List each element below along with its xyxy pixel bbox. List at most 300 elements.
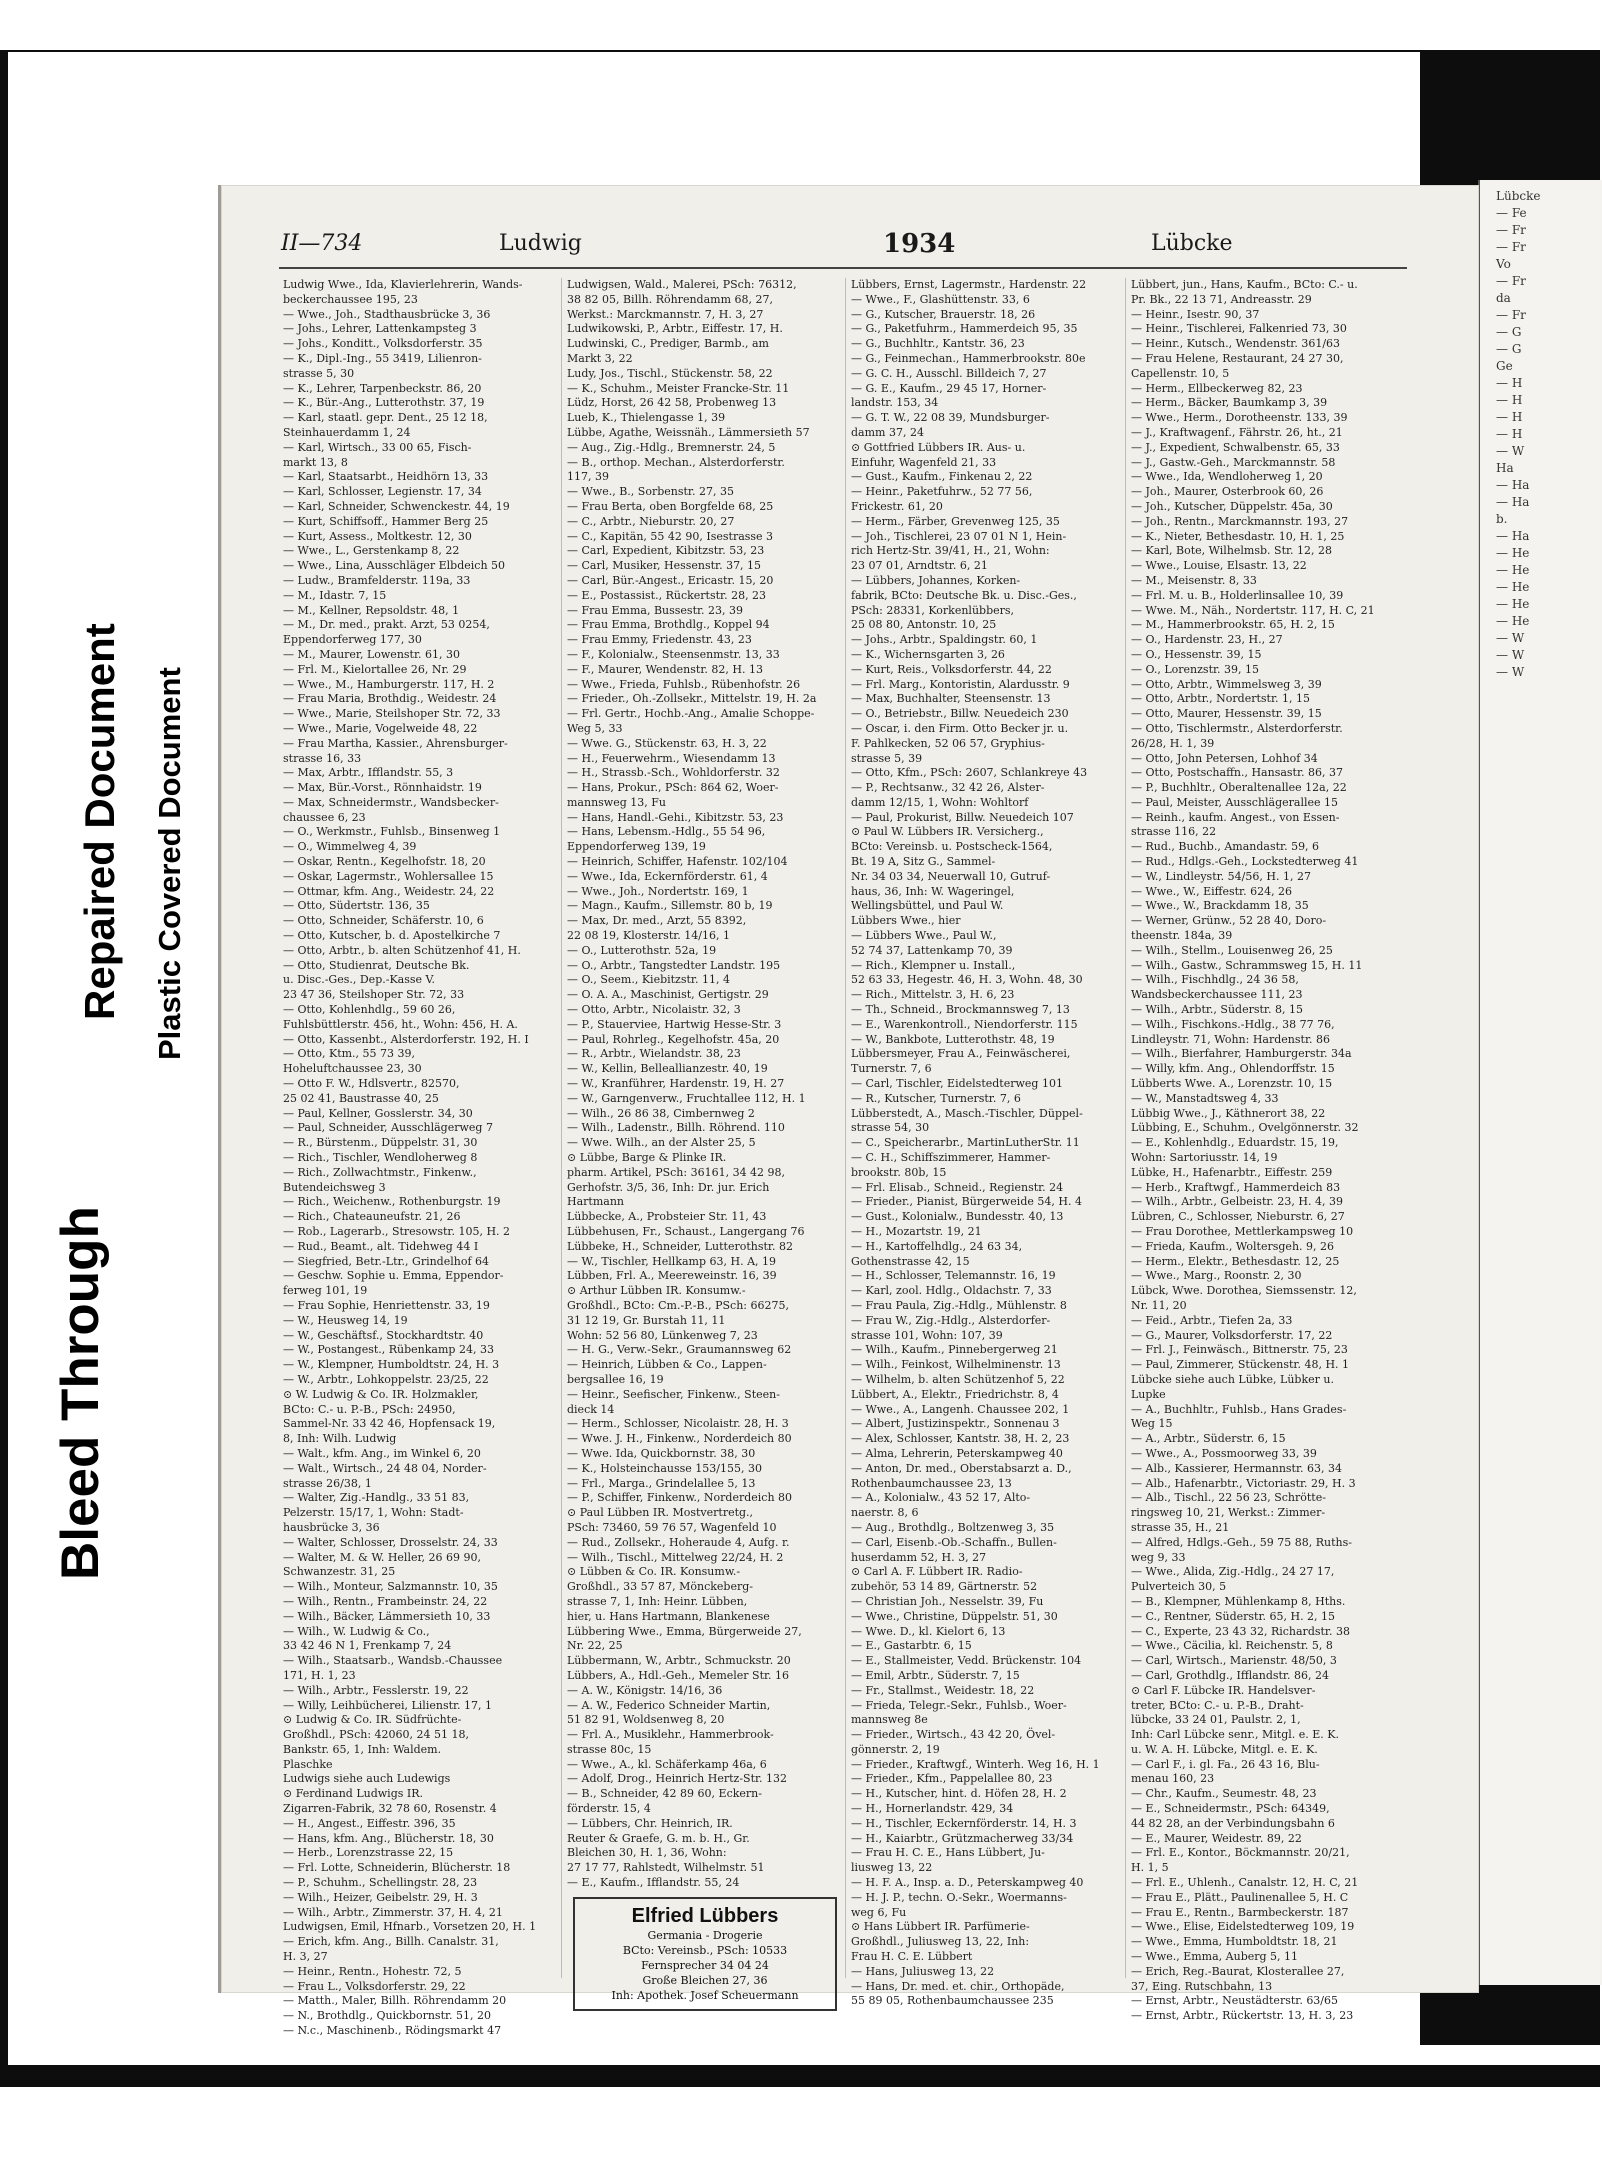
facing-page-line: da bbox=[1496, 291, 1511, 305]
directory-entry: — N., Brothdlg., Quickbornstr. 51, 20 bbox=[283, 2009, 492, 2023]
directory-entry: — Aug., Brothdlg., Boltzenweg 3, 35 bbox=[851, 1520, 1055, 1534]
directory-entry: — K., Lehrer, Tarpenbeckstr. 86, 20 bbox=[283, 381, 482, 395]
directory-entry: — Frl. M. u. B., Holderlinsallee 10, 39 bbox=[1131, 588, 1344, 602]
directory-entry: — Herm., Bäcker, Baumkamp 3, 39 bbox=[1131, 396, 1328, 410]
directory-entry: — Alb., Kassierer, Hermannstr. 63, 34 bbox=[1131, 1461, 1343, 1475]
directory-entry: — Wilh., Bäcker, Lämmersieth 10, 33 bbox=[283, 1609, 491, 1623]
directory-entry: pharm. Artikel, PSch: 36161, 34 42 98, bbox=[567, 1165, 786, 1179]
directory-entry: — M., Idastr. 7, 15 bbox=[283, 588, 387, 602]
directory-entry: — Frau Helene, Restaurant, 24 27 30, bbox=[1131, 351, 1344, 365]
directory-entry: strasse 101, Wohn: 107, 39 bbox=[851, 1328, 1003, 1342]
directory-entry: — Carl, Tischler, Eidelstedterweg 101 bbox=[851, 1077, 1063, 1091]
directory-entry: — Wwe., W., Brackdamm 18, 35 bbox=[1131, 899, 1309, 913]
directory-entry: — Kurt, Schiffsoff., Hammer Berg 25 bbox=[283, 514, 489, 528]
directory-entry: — Rud., Buchb., Amandastr. 59, 6 bbox=[1131, 840, 1320, 854]
directory-entry: — Wilh., Stellm., Louisenweg 26, 25 bbox=[1131, 943, 1333, 957]
directory-entry: — C., Speicherarbr., MartinLutherStr. 11 bbox=[851, 1136, 1080, 1150]
directory-entry: — Gust., Kolonialw., Bundesstr. 40, 13 bbox=[851, 1210, 1064, 1224]
directory-entry: — K., Schuhm., Meister Francke-Str. 11 bbox=[567, 381, 790, 395]
directory-entry: — Otto, Kfm., PSch: 2607, Schlankreye 43 bbox=[851, 766, 1088, 780]
directory-entry: — Frau Berta, oben Borgfelde 68, 25 bbox=[567, 499, 774, 513]
directory-entry: — F., Maurer, Wendenstr. 82, H. 13 bbox=[567, 662, 763, 676]
directory-entry: Lübbers Wwe., hier bbox=[851, 914, 961, 928]
directory-entry: Rothenbaumchaussee 23, 13 bbox=[851, 1476, 1012, 1490]
directory-entry: — Wwe., Alida, Zig.-Hdlg., 24 27 17, bbox=[1131, 1565, 1335, 1579]
directory-entry: — Walter, Schlosser, Drosselstr. 24, 33 bbox=[283, 1535, 498, 1549]
directory-entry: — Wilh., Staatsarb., Wandsb.-Chaussee bbox=[283, 1654, 503, 1668]
directory-entry: — Herm., Schlosser, Nicolaistr. 28, H. 3 bbox=[567, 1417, 789, 1431]
directory-entry: — Joh., Kutscher, Düppelstr. 45a, 30 bbox=[1131, 499, 1333, 513]
directory-entry: — G. C. H., Ausschl. Billdeich 7, 27 bbox=[851, 366, 1047, 380]
directory-entry: Nr. 11, 20 bbox=[1131, 1298, 1187, 1312]
directory-entry: Ludwigsen, Wald., Malerei, PSch: 76312, bbox=[567, 278, 797, 291]
facing-page-line: — He bbox=[1496, 614, 1530, 628]
directory-entry: — Otto, Tischlermstr., Alsterdorferstr. bbox=[1131, 721, 1343, 735]
directory-entry: — M., Dr. med., prakt. Arzt, 53 0254, bbox=[283, 618, 490, 632]
directory-entry: förderstr. 15, 4 bbox=[567, 1802, 651, 1816]
directory-entry: — A. W., Königstr. 14/16, 36 bbox=[567, 1683, 723, 1697]
directory-entry: — Hans, Juliusweg 13, 22 bbox=[851, 1964, 995, 1978]
directory-entry: 117, 39 bbox=[567, 470, 609, 484]
directory-entry: Steinhauerdamm 1, 24 bbox=[283, 425, 411, 439]
directory-entry: — Wwe., Joh., Nordertstr. 169, 1 bbox=[567, 884, 749, 898]
directory-entry: — C., Kapitän, 55 42 90, Isestrasse 3 bbox=[567, 529, 774, 543]
directory-entry: — Frau Emmy, Friedenstr. 43, 23 bbox=[567, 633, 752, 647]
directory-entry: Pulverteich 30, 5 bbox=[1131, 1580, 1227, 1594]
directory-entry: Großhdl., BCto: Cm.-P.-B., PSch: 66275, bbox=[567, 1298, 789, 1312]
directory-entry: — Lübbers, Chr. Heinrich, IR. bbox=[567, 1816, 733, 1830]
label-bleed-through: Bleed Through bbox=[51, 1206, 110, 1580]
directory-entry: ⊙ Lübben & Co. IR. Konsumw.- bbox=[567, 1565, 741, 1579]
directory-entry: — H., Kutscher, hint. d. Höfen 28, H. 2 bbox=[851, 1787, 1067, 1801]
directory-entry: — C. H., Schiffszimmerer, Hammer- bbox=[851, 1151, 1051, 1165]
directory-entry: — G., Buchhltr., Kantstr. 36, 23 bbox=[851, 337, 1025, 351]
directory-entry: — Wwe., Cäcilia, kl. Reichenstr. 5, 8 bbox=[1131, 1639, 1333, 1653]
directory-entry: Lübbermann, W., Arbtr., Schmuckstr. 20 bbox=[567, 1654, 791, 1668]
directory-entry: Lübbehusen, Fr., Schaust., Langergang 76 bbox=[567, 1225, 805, 1238]
directory-entry: — Wwe. Wilh., an der Alster 25, 5 bbox=[567, 1136, 756, 1150]
directory-entry: — Rich., Klempner u. Install., bbox=[851, 958, 1016, 972]
facing-page-line: — Ha bbox=[1496, 495, 1530, 509]
directory-entry: — Otto, Kutscher, b. d. Apostelkirche 7 bbox=[283, 929, 501, 943]
directory-entry: — Wwe., Joh., Stadthausbrücke 3, 36 bbox=[283, 307, 491, 321]
directory-entry: u. W. A. H. Lübcke, Mitgl. e. E. K. bbox=[1131, 1742, 1318, 1756]
directory-entry: Eppendorferweg 177, 30 bbox=[283, 633, 422, 647]
directory-entry: lübcke, 33 24 01, Paulstr. 2, 1, bbox=[1131, 1713, 1301, 1727]
directory-entry: — Erich, kfm. Ang., Billh. Canalstr. 31, bbox=[283, 1935, 499, 1949]
directory-entry: 171, H. 1, 23 bbox=[283, 1668, 356, 1682]
directory-entry: — Oscar, i. den Firm. Otto Becker jr. u. bbox=[851, 721, 1069, 735]
directory-entry: treter, BCto: C.- u. P.-B., Draht- bbox=[1131, 1698, 1304, 1712]
directory-entry: — Heinr., Seefischer, Finkenw., Steen- bbox=[567, 1387, 780, 1401]
directory-entry: ringsweg 10, 21, Werkst.: Zimmer- bbox=[1131, 1506, 1326, 1520]
directory-entry: — W., Tischler, Hellkamp 63, H. A, 19 bbox=[567, 1254, 777, 1268]
directory-entry: — Frau H. C. E., Hans Lübbert, Ju- bbox=[851, 1846, 1045, 1860]
directory-entry: — Carl, Bür.-Angest., Ericastr. 15, 20 bbox=[567, 573, 774, 587]
facing-page-line: — Fr bbox=[1496, 240, 1526, 254]
directory-entry: Plaschke bbox=[283, 1757, 333, 1771]
directory-entry: — Otto, Schneider, Schäferstr. 10, 6 bbox=[283, 914, 484, 928]
directory-entry: — Wilhelm, b. alten Schützenhof 5, 22 bbox=[851, 1372, 1065, 1386]
directory-entry: — Wwe., L., Gerstenkamp 8, 22 bbox=[283, 544, 460, 558]
directory-entry: menau 160, 23 bbox=[1131, 1772, 1215, 1786]
directory-entry: Lindleystr. 71, Wohn: Hardenstr. 86 bbox=[1131, 1032, 1330, 1046]
directory-entry: — Gust., Kaufm., Finkenau 2, 22 bbox=[851, 470, 1033, 484]
directory-entry: Lübbing, E., Schuhm., Ovelgönnerstr. 32 bbox=[1131, 1121, 1359, 1135]
directory-entry: — Wwe., Ida, Wendloherweg 1, 20 bbox=[1131, 470, 1323, 484]
directory-entry: — A., Arbtr., Süderstr. 6, 15 bbox=[1131, 1432, 1286, 1446]
directory-entry: — H. J. P., techn. O.-Sekr., Woermanns- bbox=[851, 1890, 1067, 1904]
directory-entry: — Frau Emma, Bussestr. 23, 39 bbox=[567, 603, 744, 617]
directory-entry: Pelzerstr. 15/17, 1, Wohn: Stadt- bbox=[283, 1506, 464, 1520]
directory-entry: Schwanzestr. 31, 25 bbox=[283, 1565, 396, 1579]
directory-entry: strasse 16, 33 bbox=[283, 751, 362, 765]
directory-entry: — Otto, Studienrat, Deutsche Bk. bbox=[283, 958, 470, 972]
directory-entry: — Oskar, Rentn., Kegelhofstr. 18, 20 bbox=[283, 855, 486, 869]
directory-entry: — Herb., Lorenzstrasse 22, 15 bbox=[283, 1846, 454, 1860]
directory-entry: — Magn., Kaufm., Sillemstr. 80 b, 19 bbox=[567, 899, 773, 913]
column-4 bbox=[1129, 278, 1409, 2023]
directory-entry: Lübbert, A., Elektr., Friedrichstr. 8, 4 bbox=[851, 1387, 1059, 1401]
directory-entry: Wandsbeckerchaussee 111, 23 bbox=[1131, 988, 1303, 1002]
directory-entry: — Ludw., Bramfelderstr. 119a, 33 bbox=[283, 573, 471, 587]
directory-entry: — Wilh., Kaufm., Pinnebergerweg 21 bbox=[851, 1343, 1058, 1357]
directory-entry: — Frieda, Kaufm., Woltersgeh. 9, 26 bbox=[1131, 1239, 1335, 1253]
directory-entry: mannsweg 8e bbox=[851, 1713, 928, 1727]
directory-entry: — K., Wichernsgarten 3, 26 bbox=[851, 647, 1005, 661]
directory-entry: — Wilh., Monteur, Salzmannstr. 10, 35 bbox=[283, 1580, 498, 1594]
directory-entry: — Wilh., Ladenstr., Billh. Röhrend. 110 bbox=[567, 1121, 785, 1135]
directory-entry: Bt. 19 A, Sitz G., Sammel- bbox=[851, 855, 996, 869]
directory-entry: — Karl, staatl. gepr. Dent., 25 12 18, bbox=[283, 411, 488, 425]
directory-entry: — Wwe., Herm., Dorotheenstr. 133, 39 bbox=[1131, 411, 1348, 425]
directory-entry: — W., Kranführer, Hardenstr. 19, H. 27 bbox=[567, 1077, 785, 1091]
directory-entry: — Paul, Meister, Ausschlägerallee 15 bbox=[1131, 795, 1339, 809]
directory-entry: damm 12/15, 1, Wohn: Wohltorf bbox=[851, 795, 1029, 809]
directory-entry: Lupke bbox=[1131, 1387, 1166, 1401]
directory-entry: — W., Lindleystr. 54/56, H. 1, 27 bbox=[1131, 869, 1311, 883]
directory-entry: — Frau E., Plätt., Paulinenallee 5, H. C bbox=[1131, 1890, 1349, 1904]
directory-entry: — G., Kutscher, Brauerstr. 18, 26 bbox=[851, 307, 1036, 321]
directory-entry: — Anton, Dr. med., Oberstabsarzt a. D., bbox=[851, 1461, 1072, 1475]
facing-page-line: — H bbox=[1496, 393, 1523, 407]
directory-entry: — W., Arbtr., Lohkoppelstr. 23/25, 22 bbox=[283, 1372, 489, 1386]
directory-entry: — M., Maurer, Lowenstr. 61, 30 bbox=[283, 647, 460, 661]
directory-entry: — Wwe., M., Hamburgerstr. 117, H. 2 bbox=[283, 677, 495, 691]
directory-entry: Wohn: 52 56 80, Lünkenweg 7, 23 bbox=[567, 1328, 758, 1342]
directory-entry: BCto: Vereinsb. u. Postscheck-1564, bbox=[851, 840, 1053, 854]
directory-entry: — Reinh., kaufm. Angest., von Essen- bbox=[1131, 810, 1340, 824]
directory-entry: Lübbert, jun., Hans, Kaufm., BCto: C.- u. bbox=[1131, 278, 1358, 291]
directory-entry: ⊙ Hans Lübbert IR. Parfümerie- bbox=[851, 1920, 1030, 1934]
facing-page-line: — He bbox=[1496, 580, 1530, 594]
directory-entry: — Herm., Färber, Grevenweg 125, 35 bbox=[851, 514, 1060, 528]
directory-entry: — Wwe., F., Glashüttenstr. 33, 6 bbox=[851, 292, 1030, 306]
directory-entry: — M., Meisenstr. 8, 33 bbox=[1131, 573, 1257, 587]
facing-page-line: — Ha bbox=[1496, 529, 1530, 543]
directory-entry: — Hans, Dr. med. et. chir., Orthopäde, bbox=[851, 1979, 1065, 1993]
facing-page-line: b. bbox=[1496, 512, 1508, 526]
directory-entry: ferweg 101, 19 bbox=[283, 1284, 368, 1298]
directory-entry: — O., Seem., Kiebitzstr. 11, 4 bbox=[567, 973, 730, 987]
directory-entry: — Carl, Musiker, Hessenstr. 37, 15 bbox=[567, 559, 762, 573]
directory-entry: — Otto, Kassenbt., Alsterdorferstr. 192, H. I bbox=[283, 1032, 529, 1046]
facing-page-line: Lübcke bbox=[1496, 189, 1541, 203]
directory-entry: 23 07 01, Arndtstr. 6, 21 bbox=[851, 559, 988, 573]
directory-entry: — Willy, kfm. Ang., Ohlendorffstr. 15 bbox=[1131, 1062, 1335, 1076]
directory-entry: — Wwe. M., Näh., Nordertstr. 117, H. C, 21 bbox=[1131, 603, 1375, 617]
directory-entry: — Lübbers, Johannes, Korken- bbox=[851, 573, 1021, 587]
directory-entry: — G., Paketfuhrm., Hammerdeich 95, 35 bbox=[851, 322, 1078, 336]
directory-entry: Lübbering Wwe., Emma, Bürgerweide 27, bbox=[567, 1624, 802, 1638]
directory-entry: Gerhofstr. 3/5, 36, Inh: Dr. jur. Erich bbox=[567, 1180, 770, 1194]
directory-entry: damm 37, 24 bbox=[851, 425, 924, 439]
directory-entry: ⊙ Gottfried Lübbers IR. Aus- u. bbox=[851, 440, 1026, 454]
directory-entry: — A., Buchhltr., Fuhlsb., Hans Grades- bbox=[1131, 1402, 1347, 1416]
directory-entry: ⊙ Carl A. F. Lübbert IR. Radio- bbox=[851, 1565, 1023, 1579]
page-number: II—734 bbox=[281, 231, 363, 256]
directory-entry: — Frieder., Kraftwgf., Winterh. Weg 16, H. 1 bbox=[851, 1757, 1100, 1771]
directory-entry: — B., Klempner, Mühlenkamp 8, Hths. bbox=[1131, 1594, 1346, 1608]
directory-entry: Gothenstrasse 42, 15 bbox=[851, 1254, 970, 1268]
directory-entry: 26/28, H. 1, 39 bbox=[1131, 736, 1215, 750]
directory-entry: — Walter, Zig.-Handlg., 33 51 83, bbox=[283, 1491, 470, 1505]
directory-entry: — O., Werkmstr., Fuhlsb., Binsenweg 1 bbox=[283, 825, 501, 839]
facing-page-line: — He bbox=[1496, 563, 1530, 577]
directory-entry: — Wwe., B., Sorbenstr. 27, 35 bbox=[567, 485, 734, 499]
directory-entry: — K., Bür.-Ang., Lutterothstr. 37, 19 bbox=[283, 396, 485, 410]
directory-entry: ⊙ Paul W. Lübbers IR. Versicherg., bbox=[851, 825, 1044, 839]
directory-entry: liusweg 13, 22 bbox=[851, 1861, 933, 1875]
directory-entry: — Otto, Südertstr. 136, 35 bbox=[283, 899, 430, 913]
directory-entry: — Otto, Kohlenhdlg., 59 60 26, bbox=[283, 1003, 456, 1017]
directory-entry: Zigarren-Fabrik, 32 78 60, Rosenstr. 4 bbox=[283, 1802, 497, 1816]
directory-entry: 8, Inh: Wilh. Ludwig bbox=[283, 1432, 397, 1446]
scanner-edge-left bbox=[0, 50, 8, 2065]
directory-entry: — K., Holsteinchausse 153/155, 30 bbox=[567, 1461, 762, 1475]
label-repaired-document: Repaired Document bbox=[76, 623, 123, 1020]
directory-entry: — O., Lorenzstr. 39, 15 bbox=[1131, 662, 1260, 676]
directory-entry: — H. F. A., Insp. a. D., Peterskampweg 40 bbox=[851, 1876, 1084, 1890]
directory-entry: — Johs., Konditt., Volksdorferstr. 35 bbox=[283, 337, 483, 351]
directory-entry: — C., Rentner, Süderstr. 65, H. 2, 15 bbox=[1131, 1609, 1336, 1623]
directory-entry: — Alma, Lehrerin, Peterskampweg 40 bbox=[851, 1446, 1063, 1460]
directory-entry: — Wilh., Feinkost, Wilhelminenstr. 13 bbox=[851, 1358, 1061, 1372]
directory-page bbox=[218, 185, 1479, 2038]
directory-entry: Hoheluftchaussee 23, 30 bbox=[283, 1062, 422, 1076]
directory-entry: — Geschw. Sophie u. Emma, Eppendor- bbox=[283, 1269, 504, 1283]
directory-entry: strasse 80c, 15 bbox=[567, 1742, 652, 1756]
directory-entry: — Fr., Stallmst., Weidestr. 18, 22 bbox=[851, 1683, 1035, 1697]
column-2 bbox=[565, 278, 846, 2002]
directory-entry: — Karl, Schneider, Schwenckestr. 44, 19 bbox=[283, 499, 510, 513]
directory-entry: — Otto, Arbtr., Nordertstr. 1, 15 bbox=[1131, 692, 1311, 706]
directory-entry: chaussee 6, 23 bbox=[283, 810, 366, 824]
facing-page-line: — G bbox=[1496, 325, 1522, 339]
directory-entry: — P., Stauerviee, Hartwig Hesse-Str. 3 bbox=[567, 1017, 782, 1031]
directory-entry: Großhdl., Juliusweg 13, 22, Inh: bbox=[851, 1935, 1030, 1949]
directory-entry: — C., Experte, 23 43 32, Richardstr. 38 bbox=[1131, 1624, 1350, 1638]
facing-page-line: — H bbox=[1496, 376, 1523, 390]
directory-entry: naerstr. 8, 6 bbox=[851, 1506, 919, 1520]
facing-page-line: — He bbox=[1496, 597, 1530, 611]
directory-entry: — Frau Paula, Zig.-Hdlg., Mühlenstr. 8 bbox=[851, 1298, 1067, 1312]
directory-entry: — Frl. Elisab., Schneid., Regienstr. 24 bbox=[851, 1180, 1064, 1194]
directory-entry: — H., Kaiarbtr., Grützmacherweg 33/34 bbox=[851, 1831, 1074, 1845]
directory-entry: — Wwe. J. H., Finkenw., Norderdeich 80 bbox=[567, 1432, 792, 1446]
ad-subtitle: Germania - Drogerie bbox=[647, 1928, 763, 1942]
directory-entry: — Th., Schneid., Brockmannsweg 7, 13 bbox=[851, 1003, 1070, 1017]
directory-entry: strasse 5, 39 bbox=[851, 751, 923, 765]
directory-entry: beckerchaussee 195, 23 bbox=[283, 292, 418, 306]
directory-entry: Einfuhr, Wagenfeld 21, 33 bbox=[851, 455, 997, 469]
facing-page-line: Ha bbox=[1496, 461, 1514, 475]
directory-entry: — Rich., Weichenw., Rothenburgstr. 19 bbox=[283, 1195, 501, 1209]
facing-page-line: — W bbox=[1496, 665, 1525, 679]
directory-entry: — A., Kolonialw., 43 52 17, Alto- bbox=[851, 1491, 1031, 1505]
directory-entry: — Carl, Eisenb.-Ob.-Schaffn., Bullen- bbox=[851, 1535, 1057, 1549]
directory-entry: — G. T. W., 22 08 39, Mundsburger- bbox=[851, 411, 1050, 425]
directory-entry: — Hans, kfm. Ang., Blücherstr. 18, 30 bbox=[283, 1831, 494, 1845]
directory-entry: — Otto, Arbtr., Wimmelsweg 3, 39 bbox=[1131, 677, 1322, 691]
directory-entry: 22 08 19, Klosterstr. 14/16, 1 bbox=[567, 929, 730, 943]
directory-entry: — Joh., Rentn., Marckmannstr. 193, 27 bbox=[1131, 514, 1349, 528]
directory-entry: H. 3, 27 bbox=[283, 1950, 328, 1964]
directory-entry: ⊙ Ludwig & Co. IR. Südfrüchte- bbox=[283, 1713, 462, 1727]
directory-entry: — Max, Dr. med., Arzt, 55 8392, bbox=[567, 914, 747, 928]
facing-page-line: — H bbox=[1496, 410, 1523, 424]
ad-name: Elfried Lübbers bbox=[631, 1904, 779, 1927]
directory-entry: — Paul, Schneider, Ausschlägerweg 7 bbox=[283, 1121, 493, 1135]
directory-entry: Weg 5, 33 bbox=[567, 721, 623, 735]
directory-entry: — E., Warenkontroll., Niendorferstr. 115 bbox=[851, 1017, 1078, 1031]
directory-entry: brookstr. 80b, 15 bbox=[851, 1165, 947, 1179]
directory-entry: — M., Kellner, Repsoldstr. 48, 1 bbox=[283, 603, 460, 617]
directory-entry: 23 47 36, Steilshoper Str. 72, 33 bbox=[283, 988, 465, 1002]
facing-page-line: — He bbox=[1496, 546, 1530, 560]
directory-entry: — W., Heusweg 14, 19 bbox=[283, 1313, 408, 1327]
directory-entry: Capellenstr. 10, 5 bbox=[1131, 366, 1230, 380]
directory-entry: — Frl. J., Feinwäsch., Bittnerstr. 75, 23 bbox=[1131, 1343, 1348, 1357]
directory-entry: — Lübbers Wwe., Paul W., bbox=[851, 929, 997, 943]
directory-entry: — B., orthop. Mechan., Alsterdorferstr. bbox=[567, 455, 785, 469]
directory-entry: — Wwe., Lina, Ausschläger Elbdeich 50 bbox=[283, 559, 506, 573]
directory-entry: — Max, Arbtr., Ifflandstr. 55, 3 bbox=[283, 766, 454, 780]
directory-entry: — Wwe., Marie, Vogelweide 48, 22 bbox=[283, 721, 478, 735]
directory-entry: — Wilh., Rentn., Frambeinstr. 24, 22 bbox=[283, 1594, 488, 1608]
directory-entry: 33 42 46 N 1, Frenkamp 7, 24 bbox=[283, 1639, 452, 1653]
directory-entry: — A. W., Federico Schneider Martin, bbox=[567, 1698, 771, 1712]
directory-entry: — J., Kraftwagenf., Fährstr. 26, ht., 21 bbox=[1131, 425, 1343, 439]
directory-entry: Wellingsbüttel, und Paul W. bbox=[851, 899, 1004, 913]
directory-entry: — W., Kellin, Belleallianzestr. 40, 19 bbox=[567, 1062, 768, 1076]
directory-entry: 38 82 05, Billh. Röhrendamm 68, 27, bbox=[567, 292, 773, 306]
directory-entry: — C., Arbtr., Nieburstr. 20, 27 bbox=[567, 514, 735, 528]
directory-entry: Sammel-Nr. 33 42 46, Hopfensack 19, bbox=[283, 1417, 496, 1431]
directory-entry: — W., Bankbote, Lutterothstr. 48, 19 bbox=[851, 1032, 1055, 1046]
directory-entry: — Siegfried, Betr.-Ltr., Grindelhof 64 bbox=[283, 1254, 490, 1268]
directory-entry: — Wilh., Arbtr., Süderstr. 8, 15 bbox=[1131, 1003, 1303, 1017]
directory-entry: 31 12 19, Gr. Burstah 11, 11 bbox=[567, 1313, 726, 1327]
directory-entry: — B., Schneider, 42 89 60, Eckern- bbox=[567, 1787, 762, 1801]
directory-entry: Ludwigsen, Emil, Hfnarb., Vorsetzen 20, H. 1 bbox=[283, 1920, 537, 1934]
directory-entry: bergsallee 16, 19 bbox=[567, 1372, 664, 1386]
directory-entry: Ludwinski, C., Prediger, Barmb., am bbox=[567, 337, 769, 351]
directory-entry: — Frau Maria, Brothdig., Weidestr. 24 bbox=[283, 692, 497, 706]
directory-entry: — K., Dipl.-Ing., 55 3419, Lilienron- bbox=[283, 351, 482, 365]
directory-entry: — Frieder., Kfm., Pappelallee 80, 23 bbox=[851, 1772, 1053, 1786]
scanner-edge-top bbox=[0, 50, 1600, 52]
directory-entry: ⊙ Paul Lübben IR. Mostvertretg., bbox=[567, 1506, 754, 1520]
directory-entry: — Paul, Prokurist, Billw. Neuedeich 107 bbox=[851, 810, 1074, 824]
directory-entry: — H., Feuerwehrm., Wiesendamm 13 bbox=[567, 751, 776, 765]
directory-entry: — Wwe., Emma, Auberg 5, 11 bbox=[1131, 1950, 1299, 1964]
directory-entry: — Wwe., Marie, Steilshoper Str. 72, 33 bbox=[283, 707, 501, 721]
directory-entry: — O., Betriebstr., Billw. Neuedeich 230 bbox=[851, 707, 1069, 721]
directory-entry: — W., Klempner, Humboldtstr. 24, H. 3 bbox=[283, 1358, 500, 1372]
facing-page-line: — W bbox=[1496, 631, 1525, 645]
last-catchword: Lübcke bbox=[1151, 231, 1233, 256]
directory-entry: ⊙ W. Ludwig & Co. IR. Holzmakler, bbox=[283, 1387, 479, 1401]
directory-entry: Lübberts Wwe. A., Lorenzstr. 10, 15 bbox=[1131, 1077, 1333, 1091]
directory-entry: — Wilh., W. Ludwig & Co., bbox=[283, 1624, 430, 1638]
directory-entry: — Alfred, Hdlgs.-Geh., 59 75 88, Ruths- bbox=[1131, 1535, 1352, 1549]
directory-entry: Wohn: Sartoriusstr. 14, 19 bbox=[1131, 1151, 1278, 1165]
directory-entry: dieck 14 bbox=[567, 1402, 615, 1416]
directory-entry: — Ottmar, kfm. Ang., Weidestr. 24, 22 bbox=[283, 884, 495, 898]
directory-entry: — Wwe. G., Stückenstr. 63, H. 3, 22 bbox=[567, 736, 767, 750]
directory-entry: — Wilh., Bierfahrer, Hamburgerstr. 34a bbox=[1131, 1047, 1352, 1061]
directory-entry: — Oskar, Lagermstr., Wohlersallee 15 bbox=[283, 869, 494, 883]
directory-entry: — Otto, Ktm., 55 73 39, bbox=[283, 1047, 416, 1061]
directory-entry: Lübbig Wwe., J., Käthnerort 38, 22 bbox=[1131, 1106, 1326, 1120]
directory-entry: — Wwe., Frieda, Fuhlsb., Rübenhofstr. 26 bbox=[567, 677, 801, 691]
directory-entry: — J., Gastw.-Geh., Marckmannstr. 58 bbox=[1131, 455, 1336, 469]
directory-entry: — Chr., Kaufm., Seumestr. 48, 23 bbox=[1131, 1787, 1317, 1801]
directory-entry: — Alb., Hafenarbtr., Victoriastr. 29, H. 3 bbox=[1131, 1476, 1356, 1490]
directory-entry: — Otto, Arbtr., b. alten Schützenhof 41, H. bbox=[283, 943, 521, 957]
facing-page-line: — Fe bbox=[1496, 206, 1527, 220]
directory-entry: weg 6, Fu bbox=[851, 1905, 907, 1919]
directory-entry: — G., Maurer, Volksdorferstr. 17, 22 bbox=[1131, 1328, 1333, 1342]
directory-entry: — Wwe., W., Eiffestr. 624, 26 bbox=[1131, 884, 1293, 898]
directory-entry: — Wilh., Fischhdlg., 24 36 58, bbox=[1131, 973, 1299, 987]
directory-entry: Nr. 34 03 34, Neuerwall 10, Gutruf- bbox=[851, 869, 1051, 883]
directory-entry: — Wwe. D., kl. Kielort 6, 13 bbox=[851, 1624, 1006, 1638]
directory-entry: — E., Kohlenhdlg., Eduardstr. 15, 19, bbox=[1131, 1136, 1339, 1150]
directory-entry: — Herb., Kraftwgf., Hammerdeich 83 bbox=[1131, 1180, 1341, 1194]
ad-line-3: Große Bleichen 27, 36 bbox=[642, 1973, 768, 1987]
directory-entry: Frickestr. 61, 20 bbox=[851, 499, 943, 513]
directory-entry: — Karl, Wirtsch., 33 00 65, Fisch- bbox=[283, 440, 472, 454]
directory-entry: Ludwikowski, P., Arbtr., Eiffestr. 17, H. bbox=[567, 322, 783, 336]
directory-entry: — Erich, Reg.-Baurat, Klosterallee 27, bbox=[1131, 1964, 1345, 1978]
directory-entry: — J., Expedient, Schwalbenstr. 65, 33 bbox=[1131, 440, 1340, 454]
directory-entry: Lübbers, Ernst, Lagermstr., Hardenstr. 22 bbox=[851, 278, 1087, 291]
directory-entry: ⊙ Ferdinand Ludwigs IR. bbox=[283, 1787, 424, 1801]
directory-entry: Lübbers, A., Hdl.-Geh., Memeler Str. 16 bbox=[567, 1668, 790, 1682]
directory-entry: Turnerstr. 7, 6 bbox=[851, 1062, 932, 1076]
directory-entry: landstr. 153, 34 bbox=[851, 396, 939, 410]
directory-entry: — Wilh., Arbtr., Fesslerstr. 19, 22 bbox=[283, 1683, 469, 1697]
directory-entry: — R., Arbtr., Wielandstr. 38, 23 bbox=[567, 1047, 741, 1061]
directory-entry: Lueb, K., Thielengasse 1, 39 bbox=[567, 411, 726, 425]
directory-entry: 27 17 77, Rahlstedt, Wilhelmstr. 51 bbox=[567, 1861, 765, 1875]
directory-entry: — Wilh., 26 86 38, Cimbernweg 2 bbox=[567, 1106, 755, 1120]
directory-entry: — Karl, Staatsarbt., Heidhörn 13, 33 bbox=[283, 470, 489, 484]
directory-entry: — Wilh., Heizer, Geibelstr. 29, H. 3 bbox=[283, 1890, 478, 1904]
directory-entry: — H., Tischler, Eckernförderstr. 14, H. 3 bbox=[851, 1816, 1077, 1830]
